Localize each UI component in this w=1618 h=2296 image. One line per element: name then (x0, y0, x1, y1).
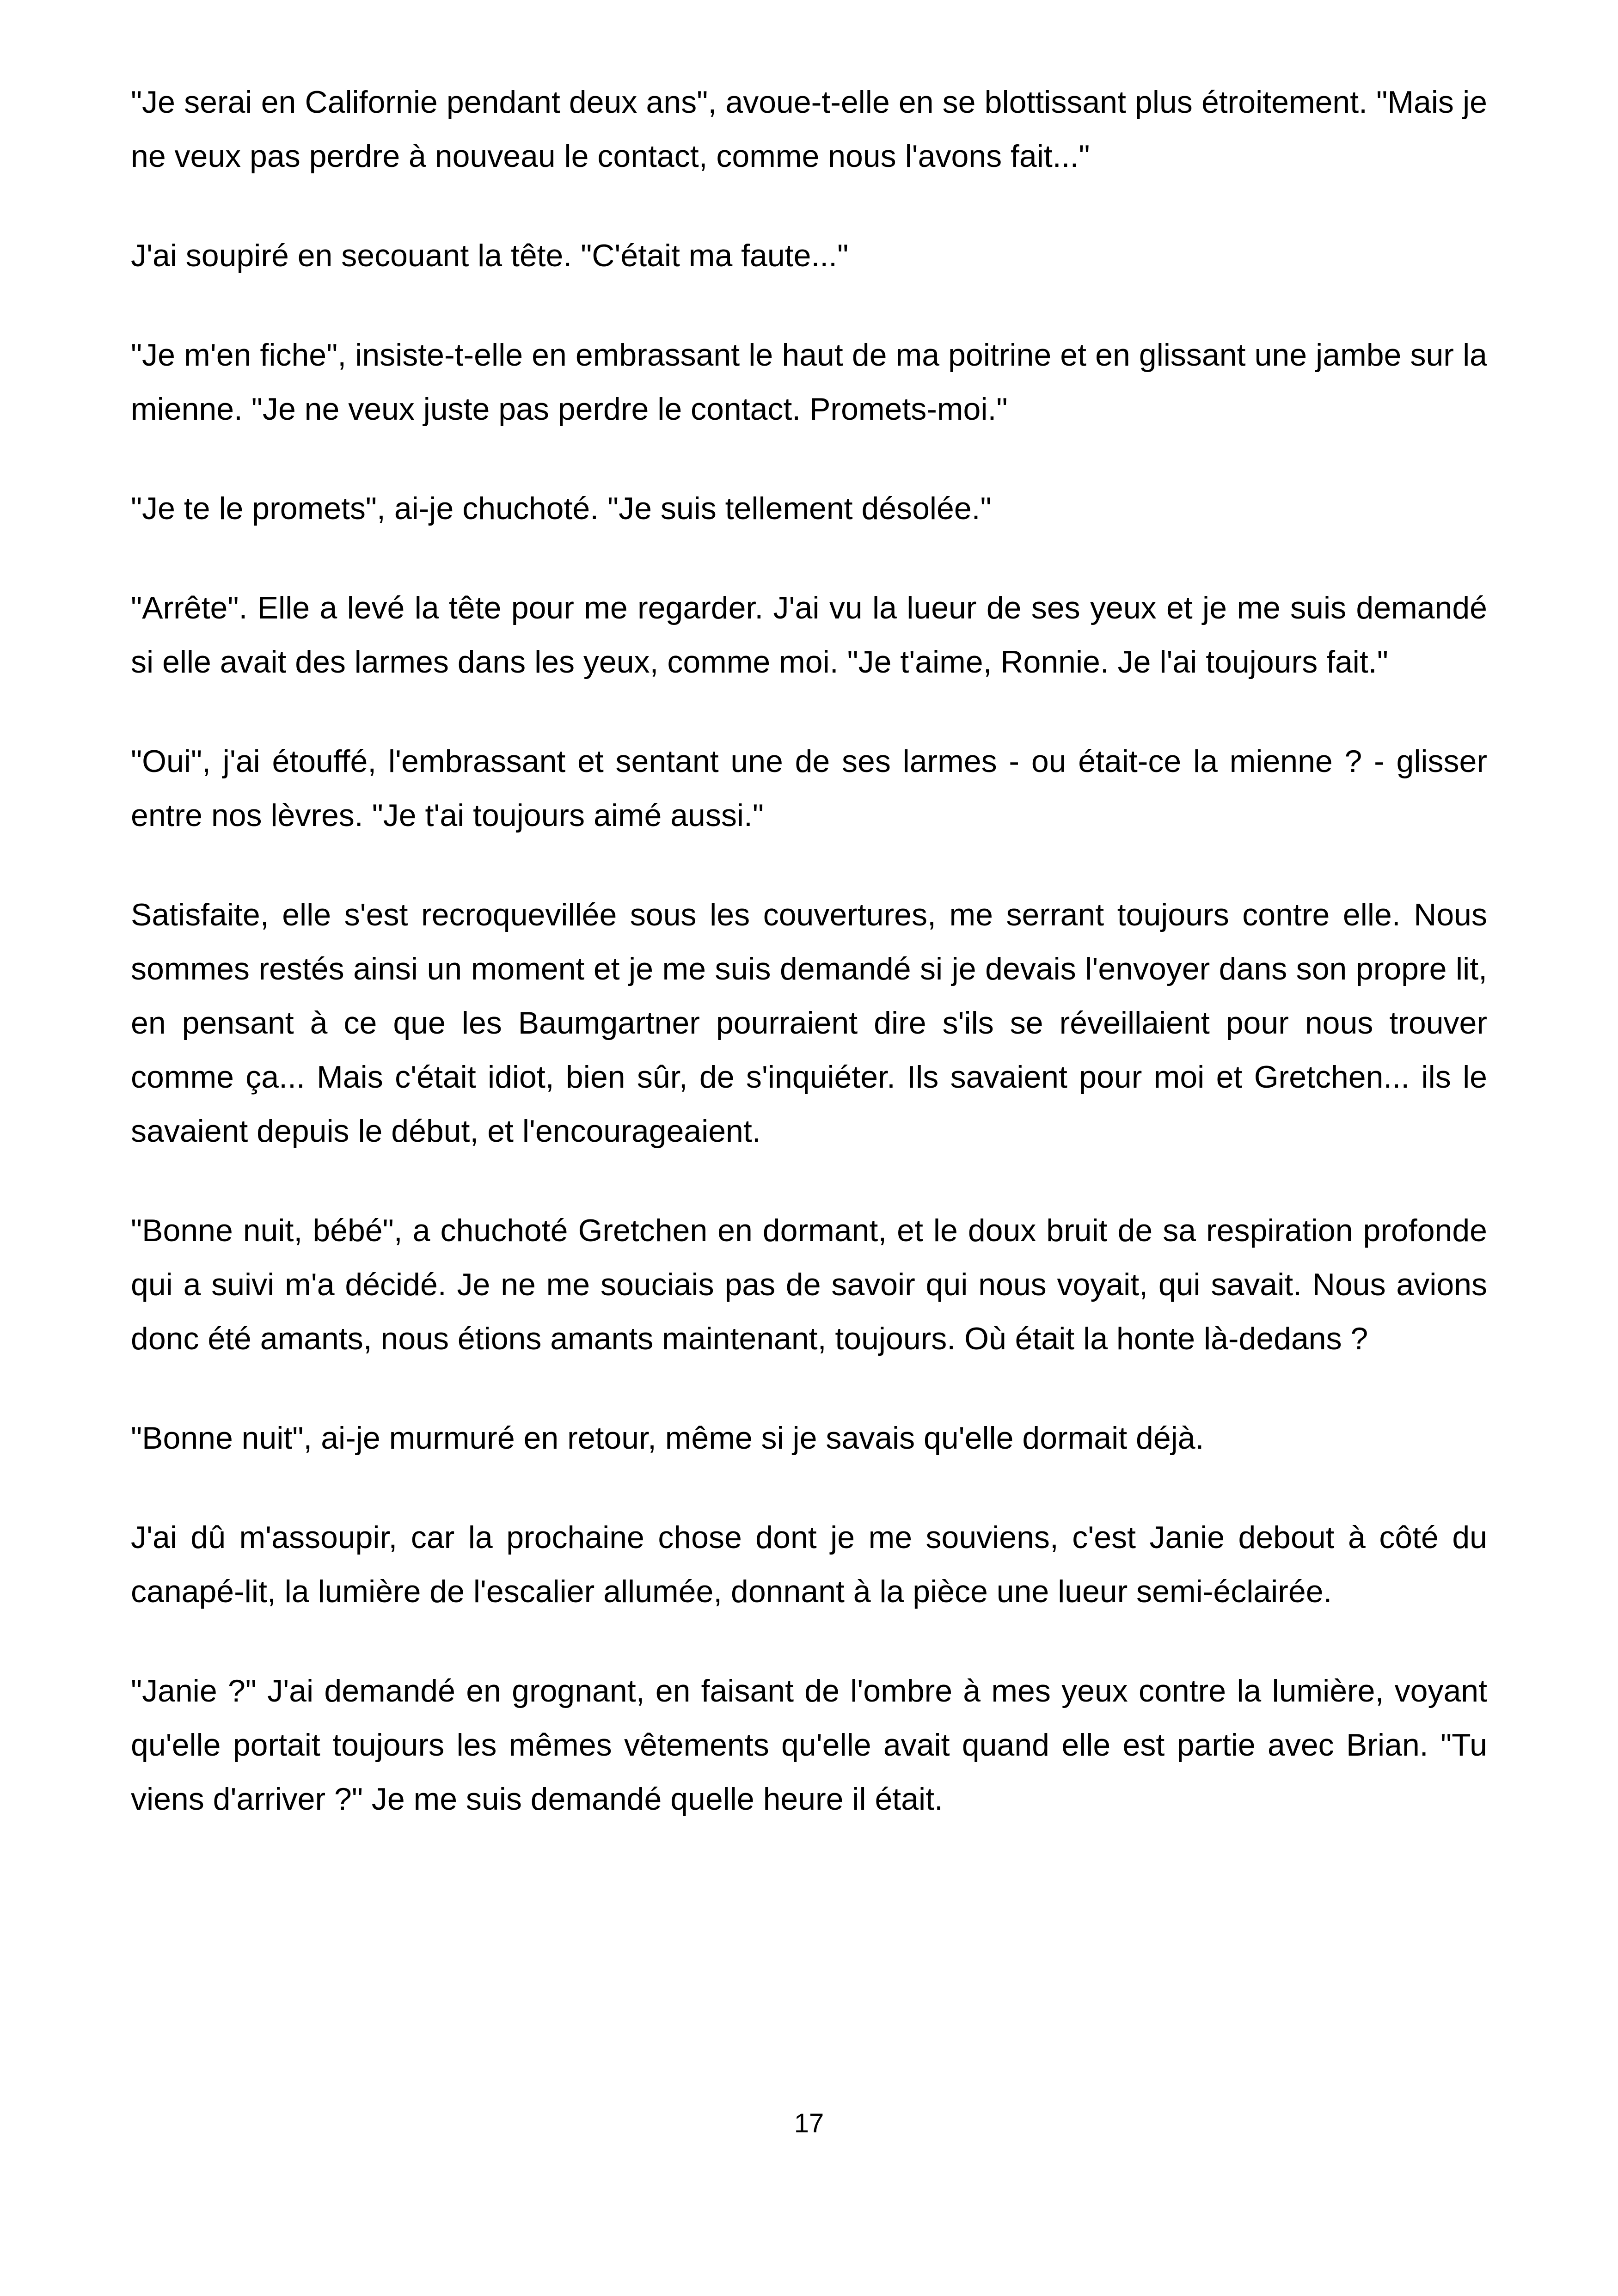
paragraph: "Bonne nuit", ai-je murmuré en retour, même si je savais qu'elle dormait déjà. (131, 1420, 1204, 1456)
page-number: 17 (794, 2108, 824, 2138)
paragraph: Satisfaite, elle s'est recroquevillée sous les couvertures, me serrant toujours contre elle. Nous sommes restés ainsi un moment et je me suis demandé si je devais l'envoyer dans son propre lit, en pensant à ce que les Baumgartner pourraient dire s'ils se réveillaient pour nous trouver comme ça... Mais c'était idiot, bien sûr, de s'inquiéter. Ils savaient pour moi et Gretchen... ils le savaient depuis le début, et l'encourageaient. (131, 897, 1487, 1149)
paragraph: "Je m'en fiche", insiste-t-elle en embrassant le haut de ma poitrine et en glissant une jambe sur la mienne. "Je ne veux juste pas perdre le contact. Promets-moi." (131, 337, 1487, 427)
paragraph: "Janie ?" J'ai demandé en grognant, en faisant de l'ombre à mes yeux contre la lumière, voyant qu'elle portait toujours les mêmes vêtements qu'elle avait quand elle est partie avec Brian. "Tu viens d'arriver ?" Je me suis demandé quelle heure il était. (131, 1673, 1487, 1817)
paragraph: "Je serai en Californie pendant deux ans", avoue-t-elle en se blottissant plus étroitement. "Mais je ne veux pas perdre à nouveau le contact, comme nous l'avons fait..." (131, 85, 1487, 174)
paragraph: "Bonne nuit, bébé", a chuchoté Gretchen en dormant, et le doux bruit de sa respiration profonde qui a suivi m'a décidé. Je ne me souciais pas de savoir qui nous voyait, qui savait. Nous avions donc été amants, nous étions amants maintenant, toujours. Où était la honte là-dedans ? (131, 1213, 1487, 1356)
paragraph: J'ai dû m'assoupir, car la prochaine chose dont je me souviens, c'est Janie debout à côté du canapé-lit, la lumière de l'escalier allumée, donnant à la pièce une lueur semi-éclairée. (131, 1520, 1487, 1609)
paragraph: "Oui", j'ai étouffé, l'embrassant et sentant une de ses larmes - ou était-ce la mienne ? - glisser entre nos lèvres. "Je t'ai toujours aimé aussi." (131, 744, 1487, 833)
body-text (131, 75, 1487, 1872)
paragraph: "Arrête". Elle a levé la tête pour me regarder. J'ai vu la lueur de ses yeux et je me suis demandé si elle avait des larmes dans les yeux, comme moi. "Je t'aime, Ronnie. Je l'ai toujours fait." (131, 590, 1487, 680)
paragraph: "Je te le promets", ai-je chuchoté. "Je suis tellement désolée." (131, 491, 992, 526)
paragraph: J'ai soupiré en secouant la tête. "C'était ma faute..." (131, 238, 849, 273)
